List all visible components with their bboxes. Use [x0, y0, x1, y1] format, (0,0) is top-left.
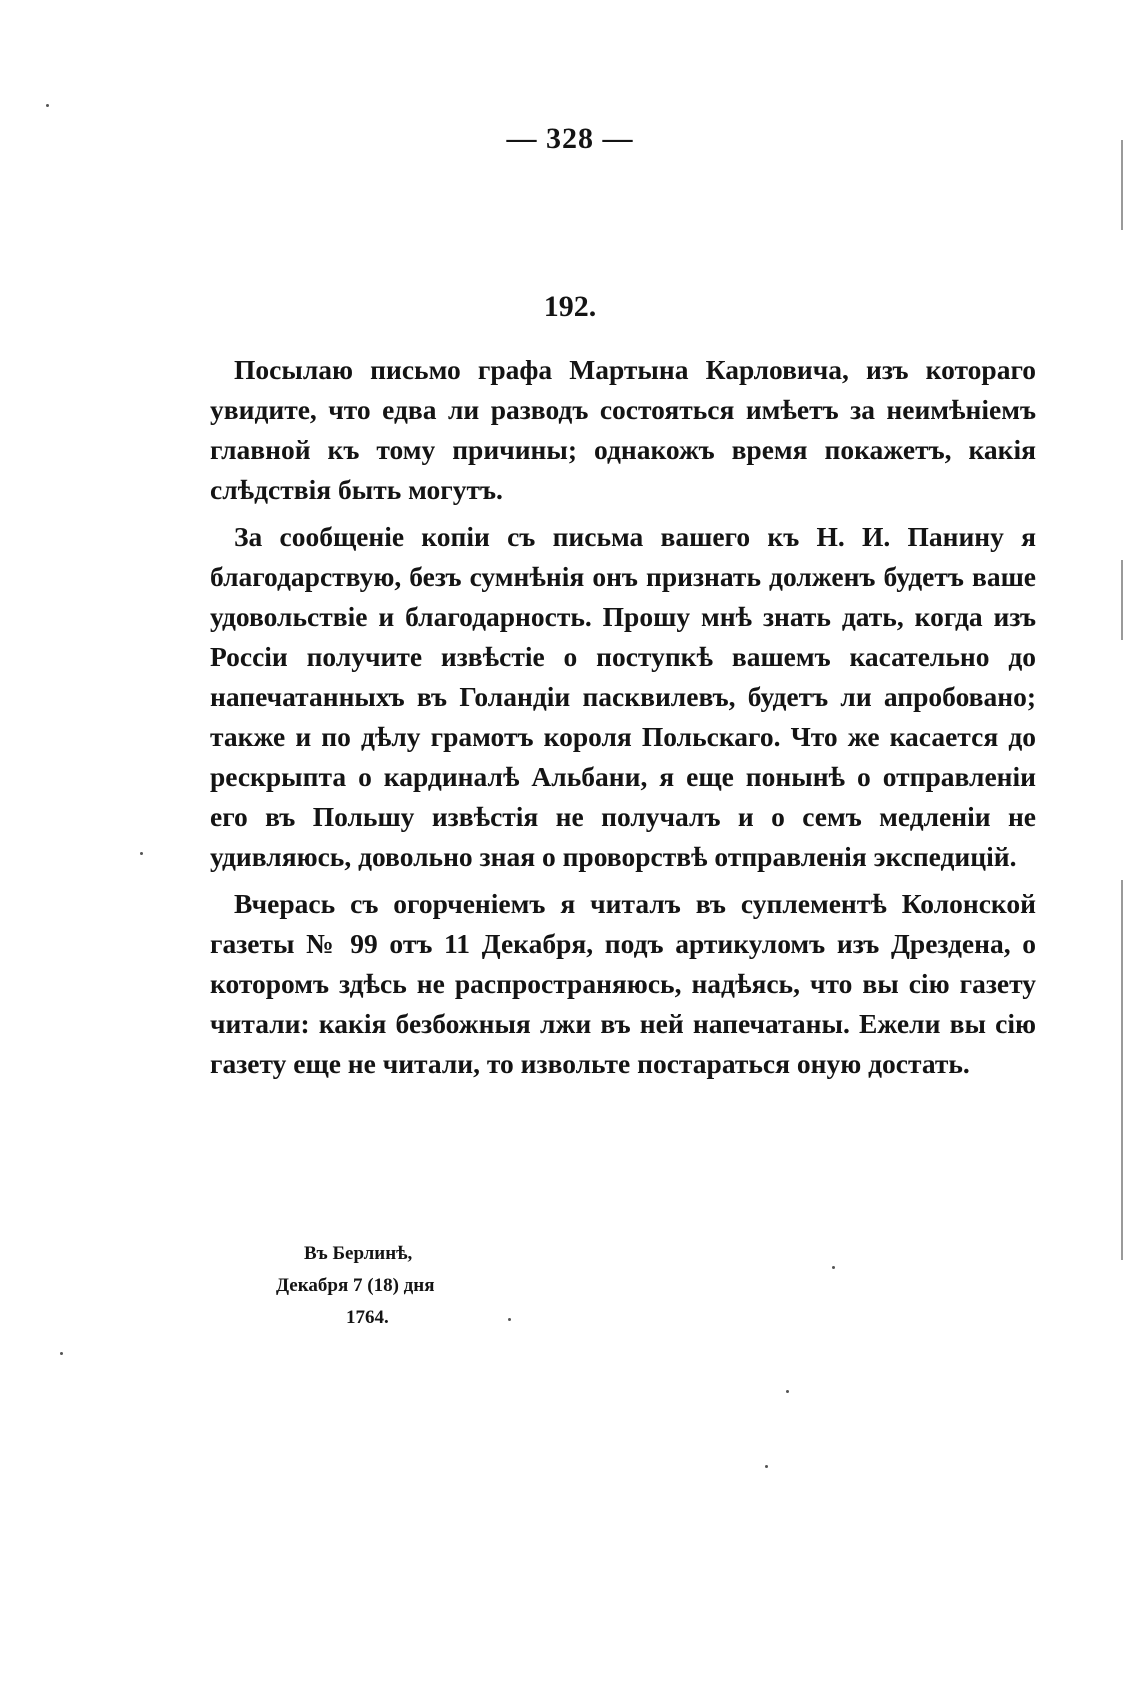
letter-body — [210, 350, 1036, 1091]
scan-speck — [60, 1352, 63, 1355]
paragraph-1: Посылаю письмо графа Мартына Карловича, изъ котораго увидите, что едва ли разводъ состояться имѣетъ за неимѣніемъ главной къ тому причины; однакожъ время покажетъ, какія слѣдствія быть могутъ. — [210, 354, 1036, 505]
scan-edge-rule-middle — [1121, 560, 1123, 640]
scan-edge-rule-lower — [1121, 880, 1123, 1260]
signature-place: Въ Берлинѣ, — [304, 1243, 413, 1264]
scan-speck — [786, 1390, 789, 1393]
signature-date: Декабря 7 (18) дня — [276, 1275, 435, 1296]
signature-year: 1764. — [346, 1307, 389, 1328]
scan-speck — [832, 1266, 835, 1269]
paragraph-2: За сообщеніе копіи съ письма вашего къ Н. И. Панину я благодарствую, безъ сумнѣнія онъ признать долженъ будетъ ваше удовольствіе и благодарность. Прошу мнѣ знать дать, когда изъ Россіи получите извѣстіе о поступкѣ вашемъ касательно до напечатанныхъ въ Голандіи пасквилевъ, будетъ ли апробовано; также и по дѣлу грамотъ короля Польскаго. Что же касается до рескрыпта о кардиналѣ Альбани, я еще понынѣ о отправленіи его въ Польшу извѣстія не получалъ и о семъ медленіи не удивляюсь, довольно зная о проворствѣ отправленія экспедицій. — [210, 521, 1036, 872]
scan-speck — [508, 1318, 511, 1321]
scan-speck — [765, 1465, 768, 1468]
page-number: — 328 — — [506, 122, 634, 155]
scan-speck — [140, 852, 143, 855]
paragraph-3: Вчерась съ огорченіемъ я читалъ въ суплементѣ Колонской газеты № 99 отъ 11 Декабря, подъ артикуломъ изъ Дрездена, о которомъ здѣсь не распространяюсь, надѣясь, что вы сію газету читали: какія безбожныя лжи въ ней напечатаны. Ежели вы сію газету еще не читали, то извольте постараться оную достать. — [210, 888, 1036, 1079]
letter-number: 192. — [543, 290, 597, 323]
scan-speck — [46, 104, 49, 107]
scan-edge-rule-top — [1121, 140, 1123, 230]
signature-block — [276, 1238, 435, 1334]
